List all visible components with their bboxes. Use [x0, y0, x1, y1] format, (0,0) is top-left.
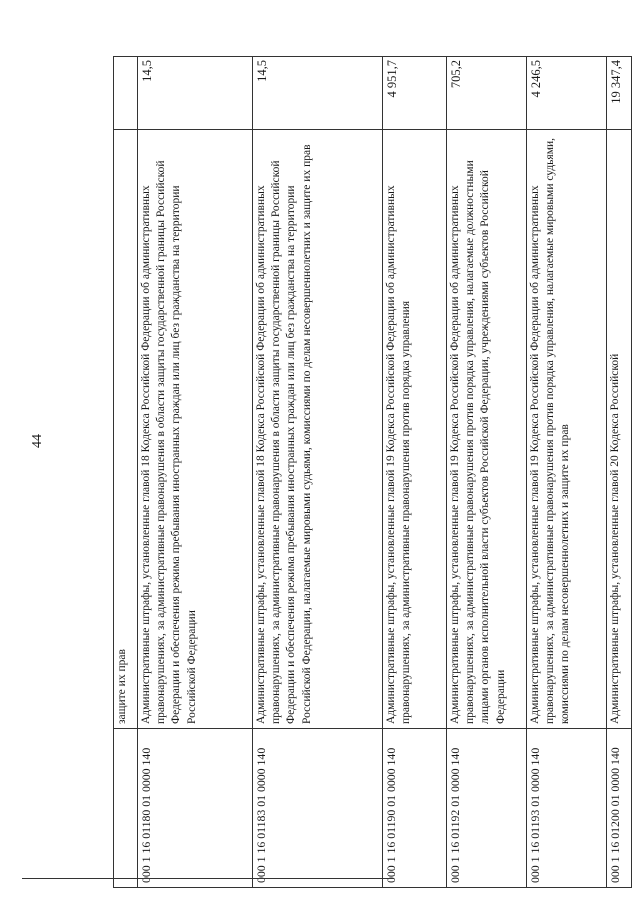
amount-cell: 4 246,5 [527, 57, 607, 130]
footer-divider [22, 878, 394, 879]
code-cell: 000 1 16 01193 01 0000 140 [527, 729, 607, 888]
code-cell: 000 1 16 01183 01 0000 140 [253, 729, 383, 888]
amount-cell: 4 951,7 [383, 57, 447, 130]
description-cell: Административные штрафы, установленные главой 19 Кодекса Российской Федерации об административных правонарушениях, за административные правонарушения против порядка управления, налагаемые должностными лицами органов исполнительной власти субъектов Российской Федерации, учреждениями субъектов Российской Федерации [447, 130, 527, 729]
amount-cell [114, 57, 138, 130]
description-cell: Административные штрафы, установленные главой 18 Кодекса Российской Федерации об административных правонарушениях, за административные правонарушения в области защиты государственной границы Российской Федерации и обеспечения режима пребывания иностранных граждан или лиц без гражданства на территории Российской Федерации [138, 130, 253, 729]
description-cell: Административные штрафы, установленные главой 18 Кодекса Российской Федерации об административных правонарушениях, за административные правонарушения в области защиты государственной границы Российской Федерации и обеспечения режима пребывания иностранных граждан или лиц без гражданства на территории Российской Федерации, налагаемые мировыми судьями, комиссиями по делам несовершеннолетних и защите их прав [253, 130, 383, 729]
description-cell: Административные штрафы, установленные главой 19 Кодекса Российской Федерации об административных правонарушениях, за административные правонарушения против порядка управления [383, 130, 447, 729]
table-row [607, 57, 632, 888]
budget-table [113, 56, 632, 888]
code-cell: 000 1 16 01200 01 0000 140 [607, 729, 632, 888]
amount-cell: 14,5 [253, 57, 383, 130]
code-cell: 000 1 16 01180 01 0000 140 [138, 729, 253, 888]
amount-cell: 705,2 [447, 57, 527, 130]
description-cell: Административные штрафы, установленные главой 20 Кодекса Российской [607, 130, 632, 729]
code-cell: 000 1 16 01190 01 0000 140 [383, 729, 447, 888]
table-row [253, 57, 383, 888]
table-row [527, 57, 607, 888]
table-row [447, 57, 527, 888]
budget-table-container [113, 56, 623, 888]
amount-cell: 19 347,4 [607, 57, 632, 130]
table-row-continuation [114, 57, 138, 888]
amount-cell: 14,5 [138, 57, 253, 130]
table-row [138, 57, 253, 888]
table-row [383, 57, 447, 888]
description-cell: защите их прав [114, 130, 138, 729]
description-cell: Административные штрафы, установленные главой 19 Кодекса Российской Федерации об административных правонарушениях, за административные правонарушения против порядка управления, налагаемые мировыми судьями, комиссиями по делам несовершеннолетних и защите их прав [527, 130, 607, 729]
code-cell [114, 729, 138, 888]
code-cell: 000 1 16 01192 01 0000 140 [447, 729, 527, 888]
page-number: 44 [30, 434, 45, 448]
